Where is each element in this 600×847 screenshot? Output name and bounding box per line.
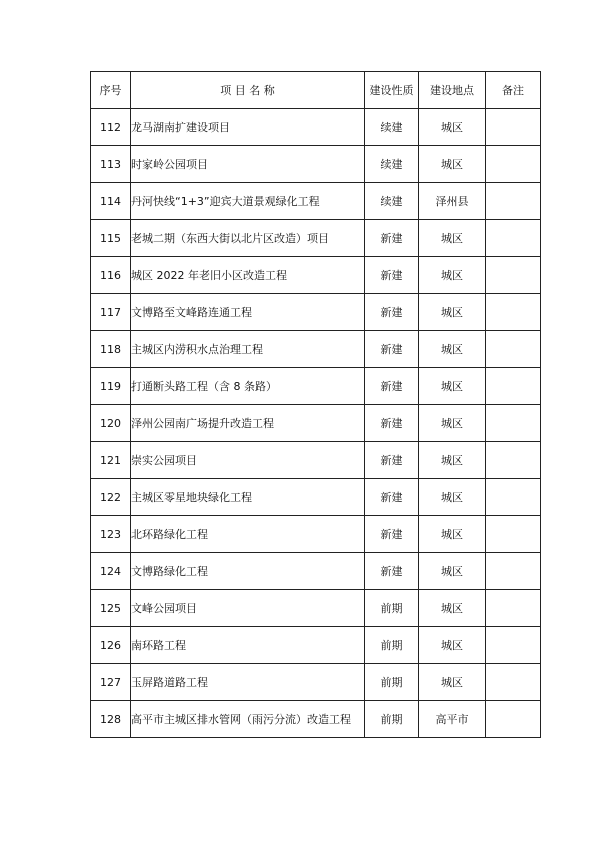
cell-project-name: 主城区内涝积水点治理工程 [131, 331, 365, 368]
header-nature: 建设性质 [365, 72, 419, 109]
table-body [91, 109, 541, 738]
cell-project-name: 龙马湖南扩建设项目 [131, 109, 365, 146]
cell-construction-place: 城区 [419, 590, 486, 627]
cell-construction-place: 城区 [419, 220, 486, 257]
cell-remark [486, 627, 541, 664]
cell-construction-place: 城区 [419, 627, 486, 664]
cell-remark [486, 590, 541, 627]
table-row [91, 294, 541, 331]
cell-remark [486, 257, 541, 294]
cell-no: 118 [91, 331, 131, 368]
cell-remark [486, 331, 541, 368]
table-row [91, 220, 541, 257]
cell-remark [486, 516, 541, 553]
cell-no: 113 [91, 146, 131, 183]
table-row [91, 405, 541, 442]
table-row [91, 590, 541, 627]
header-place: 建设地点 [419, 72, 486, 109]
table-header-row [91, 72, 541, 109]
cell-construction-nature: 新建 [365, 516, 419, 553]
cell-construction-nature: 新建 [365, 294, 419, 331]
cell-project-name: 文峰公园项目 [131, 590, 365, 627]
cell-project-name: 主城区零星地块绿化工程 [131, 479, 365, 516]
cell-remark [486, 442, 541, 479]
cell-construction-place: 高平市 [419, 701, 486, 738]
cell-remark [486, 183, 541, 220]
cell-no: 114 [91, 183, 131, 220]
cell-project-name: 高平市主城区排水管网（雨污分流）改造工程 [131, 701, 365, 738]
table-row [91, 627, 541, 664]
cell-remark [486, 405, 541, 442]
cell-project-name: 打通断头路工程（含 8 条路） [131, 368, 365, 405]
cell-remark [486, 479, 541, 516]
table-row [91, 479, 541, 516]
cell-project-name: 北环路绿化工程 [131, 516, 365, 553]
cell-construction-place: 城区 [419, 664, 486, 701]
table-row [91, 701, 541, 738]
cell-project-name: 时家岭公园项目 [131, 146, 365, 183]
cell-construction-nature: 前期 [365, 664, 419, 701]
table-row [91, 442, 541, 479]
cell-construction-place: 城区 [419, 146, 486, 183]
cell-no: 128 [91, 701, 131, 738]
cell-project-name: 文博路至文峰路连通工程 [131, 294, 365, 331]
cell-no: 127 [91, 664, 131, 701]
cell-construction-place: 城区 [419, 368, 486, 405]
cell-no: 117 [91, 294, 131, 331]
cell-remark [486, 368, 541, 405]
cell-no: 112 [91, 109, 131, 146]
cell-construction-place: 城区 [419, 516, 486, 553]
cell-construction-nature: 新建 [365, 405, 419, 442]
cell-construction-nature: 前期 [365, 627, 419, 664]
cell-project-name: 丹河快线“1+3”迎宾大道景观绿化工程 [131, 183, 365, 220]
cell-no: 125 [91, 590, 131, 627]
cell-construction-place: 泽州县 [419, 183, 486, 220]
table-row [91, 109, 541, 146]
project-table [90, 71, 541, 738]
cell-construction-nature: 新建 [365, 479, 419, 516]
table-row [91, 146, 541, 183]
table-row [91, 664, 541, 701]
cell-remark [486, 109, 541, 146]
table-row [91, 183, 541, 220]
cell-project-name: 老城二期（东西大街以北片区改造）项目 [131, 220, 365, 257]
cell-construction-place: 城区 [419, 479, 486, 516]
cell-no: 115 [91, 220, 131, 257]
table-row [91, 553, 541, 590]
table-row [91, 331, 541, 368]
cell-project-name: 泽州公园南广场提升改造工程 [131, 405, 365, 442]
cell-project-name: 城区 2022 年老旧小区改造工程 [131, 257, 365, 294]
cell-construction-place: 城区 [419, 405, 486, 442]
cell-project-name: 文博路绿化工程 [131, 553, 365, 590]
cell-no: 123 [91, 516, 131, 553]
cell-construction-place: 城区 [419, 109, 486, 146]
header-name: 项 目 名 称 [131, 72, 365, 109]
cell-remark [486, 220, 541, 257]
cell-construction-nature: 新建 [365, 553, 419, 590]
cell-construction-nature: 新建 [365, 220, 419, 257]
cell-construction-nature: 新建 [365, 257, 419, 294]
table-row [91, 368, 541, 405]
cell-project-name: 崇实公园项目 [131, 442, 365, 479]
cell-construction-nature: 新建 [365, 331, 419, 368]
cell-construction-place: 城区 [419, 294, 486, 331]
cell-construction-place: 城区 [419, 257, 486, 294]
cell-no: 120 [91, 405, 131, 442]
cell-construction-nature: 前期 [365, 590, 419, 627]
cell-no: 121 [91, 442, 131, 479]
cell-construction-nature: 续建 [365, 109, 419, 146]
cell-no: 126 [91, 627, 131, 664]
cell-construction-nature: 续建 [365, 146, 419, 183]
cell-construction-place: 城区 [419, 331, 486, 368]
cell-construction-nature: 新建 [365, 368, 419, 405]
table-row [91, 516, 541, 553]
cell-remark [486, 146, 541, 183]
cell-construction-nature: 续建 [365, 183, 419, 220]
header-no: 序号 [91, 72, 131, 109]
cell-project-name: 南环路工程 [131, 627, 365, 664]
cell-construction-place: 城区 [419, 442, 486, 479]
cell-project-name: 玉屏路道路工程 [131, 664, 365, 701]
header-remark: 备注 [486, 72, 541, 109]
cell-construction-nature: 新建 [365, 442, 419, 479]
cell-no: 119 [91, 368, 131, 405]
cell-construction-nature: 前期 [365, 701, 419, 738]
cell-no: 122 [91, 479, 131, 516]
cell-remark [486, 553, 541, 590]
cell-construction-place: 城区 [419, 553, 486, 590]
table-row [91, 257, 541, 294]
cell-no: 124 [91, 553, 131, 590]
cell-remark [486, 294, 541, 331]
cell-remark [486, 664, 541, 701]
cell-remark [486, 701, 541, 738]
cell-no: 116 [91, 257, 131, 294]
